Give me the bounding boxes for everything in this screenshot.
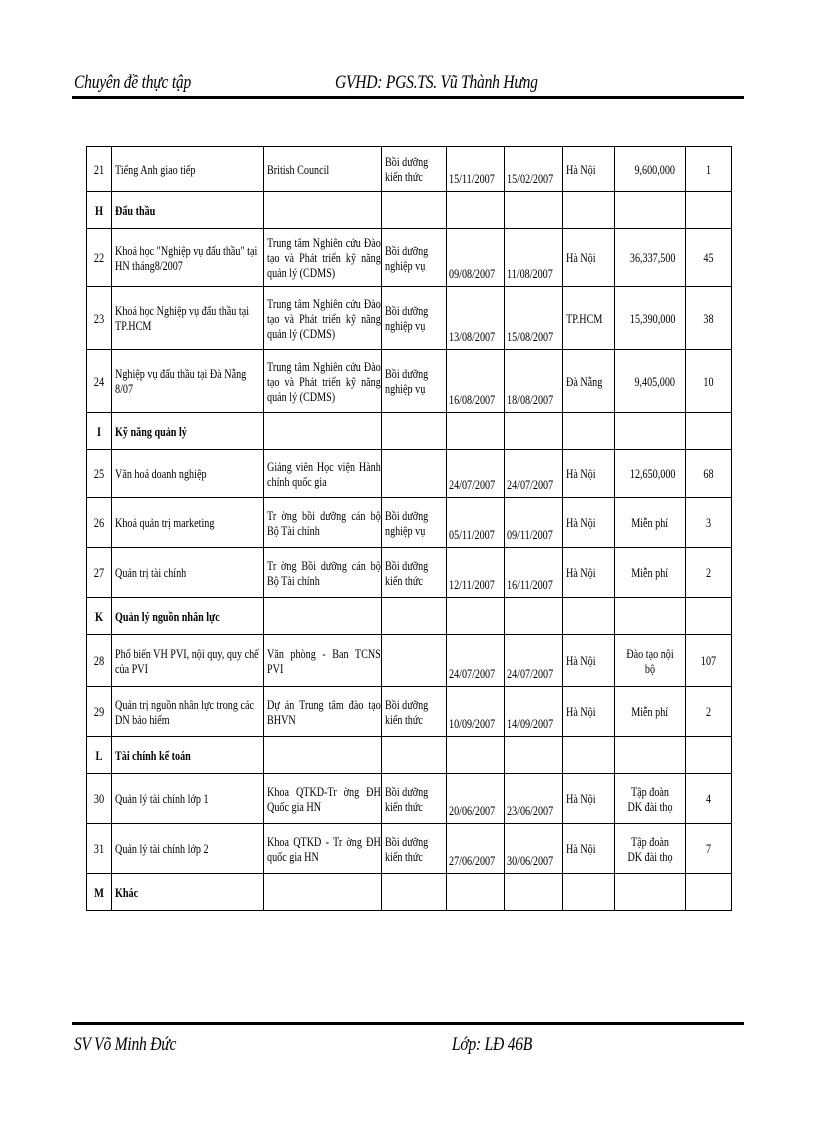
participant-count: [686, 450, 732, 498]
fee: [615, 450, 686, 498]
end-date: [505, 635, 563, 687]
fee-text: Miễn phí: [631, 704, 669, 719]
location: [563, 498, 615, 548]
course-name-text: Khoá học Nghiệp vụ đấu thầu tại TP.HCM: [115, 303, 250, 333]
course-name: [112, 774, 264, 824]
empty-cell: [447, 413, 505, 450]
organizer-text: Khoa QTKD-Tr ờng ĐH Quốc gia HN: [267, 783, 381, 814]
fee: [615, 350, 686, 413]
start-date-text: 27/06/2007: [449, 853, 496, 868]
course-name-text: Khoá quản trị marketing: [115, 515, 215, 530]
table-row: [87, 687, 732, 737]
start-date-text: 16/08/2007: [449, 392, 496, 407]
end-date: [505, 229, 563, 287]
row-number: [87, 229, 112, 287]
training-type-text: Bồi dưỡng kiến thức: [385, 557, 429, 588]
section-code: [87, 874, 112, 911]
table-row: [87, 287, 732, 350]
course-name: [112, 350, 264, 413]
training-type: [382, 147, 447, 192]
empty-cell: [686, 874, 732, 911]
organizer: [264, 287, 382, 350]
course-name: [112, 229, 264, 287]
organizer-text: Tr ờng bồi dưỡng cán bộ Bộ Tài chính: [267, 507, 381, 538]
table-row: [87, 774, 732, 824]
training-type: [382, 287, 447, 350]
location: [563, 774, 615, 824]
section-code-text: L: [95, 747, 103, 763]
empty-cell: [563, 598, 615, 635]
end-date-text: 24/07/2007: [507, 666, 554, 681]
fee: [615, 635, 686, 687]
start-date: [447, 287, 505, 350]
empty-cell: [264, 737, 382, 774]
location: [563, 687, 615, 737]
end-date: [505, 824, 563, 874]
location-text: Đà Nẵng: [566, 373, 603, 389]
course-name: [112, 450, 264, 498]
training-type: [382, 548, 447, 598]
row-number-text: 27: [93, 565, 105, 580]
empty-cell: [563, 737, 615, 774]
empty-cell: [447, 874, 505, 911]
row-number: [87, 824, 112, 874]
course-name: [112, 287, 264, 350]
fee-text: Đào tạo nội bộ: [626, 645, 674, 676]
training-type-text: Bồi dưỡng nghiệp vụ: [385, 366, 429, 396]
start-date-text: 10/09/2007: [449, 716, 496, 731]
participant-count: [686, 287, 732, 350]
row-number: [87, 687, 112, 737]
end-date: [505, 287, 563, 350]
training-type: [382, 687, 447, 737]
fee-text: 15,390,000: [629, 310, 675, 326]
participant-count: [686, 548, 732, 598]
organizer-text: Văn phòng - Ban TCNS PVI: [267, 645, 381, 676]
empty-cell: [382, 737, 447, 774]
training-table: [86, 146, 732, 911]
start-date-text: 05/11/2007: [449, 527, 495, 542]
end-date: [505, 450, 563, 498]
section-title-text: Quản lý nguồn nhân lực: [115, 608, 220, 624]
participant-count: [686, 687, 732, 737]
course-name-text: Nghiệp vụ đấu thầu tại Đà Nẵng 8/07: [115, 366, 247, 396]
training-type: [382, 635, 447, 687]
fee-text: Miễn phí: [631, 565, 669, 580]
course-name: [112, 687, 264, 737]
location: [563, 635, 615, 687]
empty-cell: [563, 413, 615, 450]
course-name-text: Quản trị nguồn nhân lực trong các DN bảo hiểm: [115, 696, 254, 727]
participant-count: [686, 147, 732, 192]
participant-count: [686, 498, 732, 548]
location: [563, 229, 615, 287]
organizer: [264, 548, 382, 598]
row-number-text: 29: [93, 704, 105, 719]
row-number: [87, 147, 112, 192]
empty-cell: [615, 598, 686, 635]
row-number: [87, 287, 112, 350]
location-text: Hà Nội: [566, 250, 596, 265]
training-type: [382, 774, 447, 824]
location: [563, 350, 615, 413]
fee: [615, 498, 686, 548]
participant-count-text: 45: [703, 250, 714, 265]
table-body: [87, 147, 732, 911]
participant-count-text: 3: [705, 515, 712, 530]
empty-cell: [615, 413, 686, 450]
course-name: [112, 548, 264, 598]
table-row: [87, 147, 732, 192]
participant-count-text: 7: [705, 841, 712, 856]
row-number-text: 24: [93, 373, 105, 389]
training-type: [382, 229, 447, 287]
footer-left: SV Võ Minh Đức: [74, 1034, 177, 1055]
organizer-text: Khoa QTKD - Tr ờng ĐH quốc gia HN: [267, 833, 381, 864]
location: [563, 147, 615, 192]
end-date-text: 15/02/2007: [507, 171, 554, 186]
organizer-text: Tr ờng Bồi dưỡng cán bộ Bộ Tài chính: [267, 557, 381, 588]
participant-count-text: 4: [705, 791, 712, 806]
empty-cell: [686, 598, 732, 635]
row-number: [87, 498, 112, 548]
empty-cell: [563, 192, 615, 229]
location: [563, 824, 615, 874]
training-type-text: Bồi dưỡng kiến thức: [385, 783, 429, 814]
section-title: [112, 874, 264, 911]
empty-cell: [505, 192, 563, 229]
location: [563, 287, 615, 350]
empty-cell: [447, 598, 505, 635]
table-row: [87, 350, 732, 413]
section-row: [87, 874, 732, 911]
organizer: [264, 687, 382, 737]
start-date-text: 24/07/2007: [449, 666, 496, 681]
row-number-text: 31: [93, 841, 105, 856]
row-number-text: 25: [93, 466, 105, 481]
fee-text: 12,650,000: [629, 466, 675, 481]
organizer: [264, 147, 382, 192]
location-text: Hà Nội: [566, 161, 596, 177]
row-number: [87, 548, 112, 598]
header-right: GVHD: PGS.TS. Vũ Thành Hưng: [335, 72, 538, 93]
section-code-text: H: [94, 202, 104, 218]
empty-cell: [505, 413, 563, 450]
section-code: [87, 413, 112, 450]
location-text: Hà Nội: [566, 653, 596, 668]
start-date: [447, 687, 505, 737]
participant-count: [686, 635, 732, 687]
end-date: [505, 687, 563, 737]
end-date: [505, 350, 563, 413]
section-title: [112, 598, 264, 635]
training-type: [382, 824, 447, 874]
participant-count-text: 10: [703, 373, 714, 389]
end-date-text: 23/06/2007: [507, 803, 554, 818]
empty-cell: [505, 737, 563, 774]
end-date-text: 11/08/2007: [507, 266, 553, 281]
section-title-text: Khác: [115, 884, 139, 900]
start-date-text: 24/07/2007: [449, 477, 496, 492]
end-date-text: 14/09/2007: [507, 716, 554, 731]
section-title-text: Kỹ năng quản lý: [115, 423, 187, 439]
participant-count-text: 38: [703, 310, 714, 326]
start-date-text: 13/08/2007: [449, 329, 496, 344]
end-date-text: 18/08/2007: [507, 392, 554, 407]
fee-text: 9,405,000: [634, 373, 675, 389]
fee-text: Miễn phí: [631, 515, 669, 530]
empty-cell: [615, 737, 686, 774]
training-type-text: Bồi dưỡng kiến thức: [385, 696, 429, 727]
table-row: [87, 548, 732, 598]
course-name-text: Phổ biến VH PVI, nội quy, quy chế của PVI: [115, 645, 259, 676]
course-name: [112, 147, 264, 192]
training-type-text: Bồi dưỡng nghiệp vụ: [385, 242, 429, 273]
section-code-text: K: [94, 608, 104, 624]
start-date-text: 09/08/2007: [449, 266, 496, 281]
participant-count-text: 1: [705, 161, 712, 177]
section-title: [112, 413, 264, 450]
section-code: [87, 598, 112, 635]
empty-cell: [686, 192, 732, 229]
empty-cell: [686, 737, 732, 774]
location-text: Hà Nội: [566, 466, 596, 481]
participant-count-text: 107: [700, 653, 717, 668]
organizer-text: Dự án Trung tâm đào tạo BHVN: [267, 696, 381, 727]
empty-cell: [382, 413, 447, 450]
empty-cell: [505, 598, 563, 635]
section-title: [112, 192, 264, 229]
end-date: [505, 548, 563, 598]
fee: [615, 687, 686, 737]
row-number-text: 26: [93, 515, 105, 530]
empty-cell: [563, 874, 615, 911]
fee-text: 9,600,000: [634, 161, 675, 177]
footer-right: Lớp: LĐ 46B: [452, 1034, 533, 1055]
empty-cell: [264, 874, 382, 911]
section-code-text: M: [94, 884, 104, 900]
course-name-text: Quản lý tài chính lớp 1: [115, 791, 209, 806]
organizer-text: British Council: [267, 161, 330, 177]
fee: [615, 774, 686, 824]
table-row: [87, 450, 732, 498]
row-number: [87, 350, 112, 413]
training-type-text: Bồi dưỡng kiến thức: [385, 154, 429, 184]
fee-text: Tập đoàn DK đài thọ: [627, 833, 673, 864]
fee: [615, 548, 686, 598]
organizer: [264, 774, 382, 824]
training-type: [382, 498, 447, 548]
section-row: [87, 598, 732, 635]
row-number-text: 21: [93, 161, 105, 177]
training-type-text: Bồi dưỡng kiến thức: [385, 833, 429, 864]
participant-count-text: 2: [705, 704, 712, 719]
end-date-text: 30/06/2007: [507, 853, 554, 868]
section-title-text: Đấu thầu: [115, 202, 156, 218]
row-number-text: 22: [93, 250, 105, 265]
fee-text: Tập đoàn DK đài thọ: [627, 783, 673, 814]
participant-count-text: 2: [705, 565, 712, 580]
organizer: [264, 450, 382, 498]
section-code-text: I: [96, 423, 102, 439]
empty-cell: [264, 413, 382, 450]
training-type-text: Bồi dưỡng nghiệp vụ: [385, 303, 429, 333]
empty-cell: [615, 874, 686, 911]
start-date: [447, 635, 505, 687]
end-date-text: 15/08/2007: [507, 329, 554, 344]
participant-count-text: 68: [703, 466, 714, 481]
start-date: [447, 450, 505, 498]
section-title: [112, 737, 264, 774]
fee: [615, 287, 686, 350]
table-row: [87, 229, 732, 287]
end-date: [505, 147, 563, 192]
organizer: [264, 229, 382, 287]
organizer-text: Trung tâm Nghiên cứu Đào tạo và Phát triển kỹ năng quản lý (CDMS): [267, 235, 381, 280]
location: [563, 450, 615, 498]
empty-cell: [447, 737, 505, 774]
end-date: [505, 774, 563, 824]
start-date: [447, 350, 505, 413]
course-name-text: Văn hoá doanh nghiệp: [115, 466, 207, 481]
organizer: [264, 824, 382, 874]
section-code: [87, 192, 112, 229]
organizer: [264, 350, 382, 413]
participant-count: [686, 774, 732, 824]
start-date-text: 15/11/2007: [449, 171, 495, 186]
participant-count: [686, 824, 732, 874]
header-left: Chuyên đề thực tập: [74, 72, 192, 93]
course-name: [112, 824, 264, 874]
location-text: Hà Nội: [566, 704, 596, 719]
organizer-text: Trung tâm Nghiên cứu Đào tạo và Phát triển kỹ năng quản lý (CDMS): [267, 358, 381, 404]
empty-cell: [264, 598, 382, 635]
table-row: [87, 824, 732, 874]
location: [563, 548, 615, 598]
empty-cell: [382, 192, 447, 229]
row-number-text: 28: [93, 653, 105, 668]
fee: [615, 824, 686, 874]
empty-cell: [264, 192, 382, 229]
empty-cell: [505, 874, 563, 911]
row-number: [87, 450, 112, 498]
end-date-text: 09/11/2007: [507, 527, 553, 542]
row-number-text: 30: [93, 791, 105, 806]
row-number-text: 23: [93, 310, 105, 326]
participant-count: [686, 229, 732, 287]
empty-cell: [382, 874, 447, 911]
start-date: [447, 498, 505, 548]
organizer-text: Trung tâm Nghiên cứu Đào tạo và Phát triển kỹ năng quản lý (CDMS): [267, 295, 381, 341]
section-row: [87, 413, 732, 450]
location-text: Hà Nội: [566, 791, 596, 806]
course-name-text: Quản trị tài chính: [115, 565, 187, 580]
end-date-text: 16/11/2007: [507, 577, 553, 592]
training-type: [382, 450, 447, 498]
course-name-text: Quản lý tài chính lớp 2: [115, 841, 209, 856]
course-name-text: Khoá học "Nghiệp vụ đấu thầu" tại HN tháng8/2007: [115, 242, 258, 273]
section-row: [87, 737, 732, 774]
empty-cell: [447, 192, 505, 229]
empty-cell: [686, 413, 732, 450]
organizer-text: Giảng viên Học viện Hành chính quốc gia: [267, 458, 381, 489]
section-code: [87, 737, 112, 774]
fee: [615, 229, 686, 287]
training-type: [382, 350, 447, 413]
location-text: Hà Nội: [566, 565, 596, 580]
start-date: [447, 147, 505, 192]
row-number: [87, 635, 112, 687]
course-name: [112, 498, 264, 548]
organizer: [264, 635, 382, 687]
footer-rule: [72, 1022, 744, 1025]
start-date: [447, 548, 505, 598]
table-row: [87, 498, 732, 548]
start-date: [447, 774, 505, 824]
fee: [615, 147, 686, 192]
training-type-text: Bồi dưỡng nghiệp vụ: [385, 507, 429, 538]
organizer: [264, 498, 382, 548]
start-date: [447, 824, 505, 874]
fee-text: 36,337,500: [629, 250, 675, 265]
section-row: [87, 192, 732, 229]
end-date-text: 24/07/2007: [507, 477, 554, 492]
participant-count: [686, 350, 732, 413]
start-date-text: 12/11/2007: [449, 577, 495, 592]
end-date: [505, 498, 563, 548]
location-text: Hà Nội: [566, 841, 596, 856]
course-name-text: Tiếng Anh giao tiếp: [115, 161, 196, 177]
table-row: [87, 635, 732, 687]
course-name: [112, 635, 264, 687]
location-text: Hà Nội: [566, 515, 596, 530]
start-date: [447, 229, 505, 287]
section-title-text: Tài chính kế toán: [115, 747, 191, 763]
empty-cell: [382, 598, 447, 635]
row-number: [87, 774, 112, 824]
header-rule: [72, 96, 744, 99]
empty-cell: [615, 192, 686, 229]
start-date-text: 20/06/2007: [449, 803, 496, 818]
location-text: TP.HCM: [566, 310, 603, 326]
